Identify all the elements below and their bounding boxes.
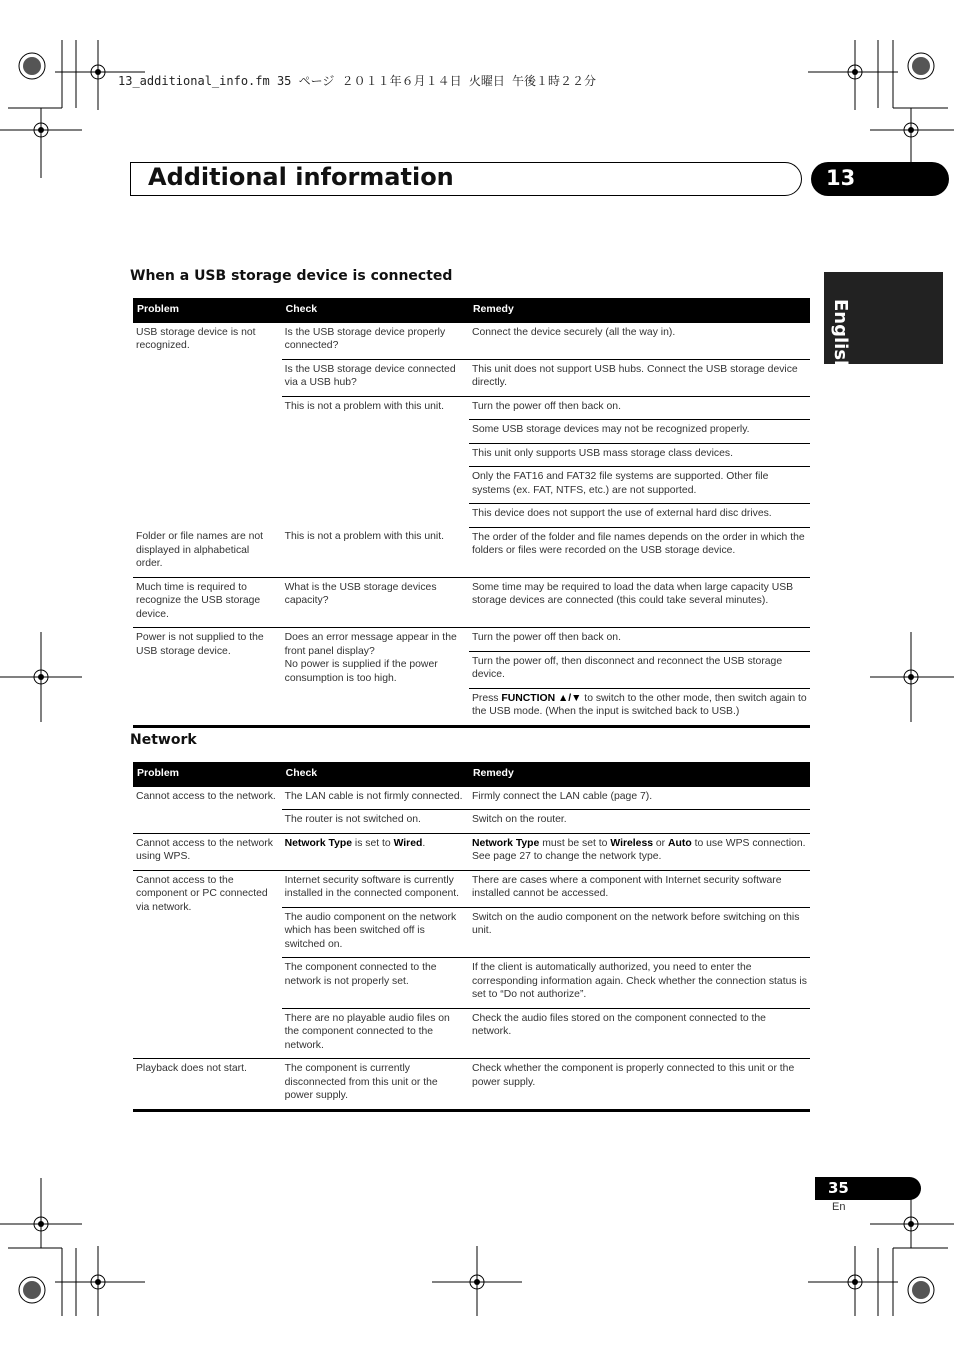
check-cell: The component is currently disconnected from this unit or the power supply. (282, 1059, 469, 1111)
check-cell: There are no playable audio files on the component connected to the network. (282, 1008, 469, 1059)
remedy-text: or (653, 837, 669, 849)
problem-cell: Power is not supplied to the USB storage device. (133, 628, 282, 727)
remedy-cell: Check the audio files stored on the component connected to the network. (469, 1008, 810, 1059)
check-cell (282, 628, 469, 727)
remedy-cell: Check whether the component is properly connected to this unit or the power supply. (469, 1059, 810, 1111)
table-row (133, 833, 810, 870)
remedy-text: Press (471, 692, 502, 704)
check-text: is set to (352, 837, 394, 849)
remedy-cell: There are cases where a component with Internet security software installed cannot be accessed. (469, 870, 810, 907)
remedy-cell: This unit does not support USB hubs. Connect the USB storage device directly. (469, 359, 810, 396)
setting-value: Wired (393, 837, 423, 849)
table-row (133, 1059, 810, 1111)
check-cell (282, 833, 469, 870)
check-cell: The LAN cable is not firmly connected. (282, 787, 469, 810)
table-row (133, 787, 810, 810)
usb-troubleshooting-table (133, 298, 810, 728)
network-troubleshooting-table (133, 762, 810, 1112)
column-header-check: Check (282, 762, 469, 787)
problem-cell: Cannot access to the component or PC connected via network. (133, 870, 282, 1059)
column-header-remedy: Remedy (469, 762, 810, 787)
check-cell: This is not a problem with this unit. (284, 400, 445, 412)
setting-value: Wireless (610, 837, 654, 849)
remedy-cell (469, 688, 810, 726)
column-header-remedy: Remedy (469, 298, 810, 323)
network-section-heading: Network (130, 732, 197, 748)
problem-cell: USB storage device is not recognized. (136, 326, 256, 351)
remedy-cell: Firmly connect the LAN cable (page 7). (469, 787, 810, 810)
column-header-check: Check (282, 298, 469, 323)
remedy-cell: Some time may be required to load the data when large capacity USB storage devices are connected (this could take several minutes). (469, 577, 810, 628)
column-header-problem: Problem (133, 298, 282, 323)
check-line: No power is supplied if the power consumption is too high. (284, 659, 438, 684)
check-cell: The audio component on the network which has been switched off is switched on. (282, 907, 469, 958)
check-cell: Is the USB storage device properly connected? (282, 323, 469, 360)
file-header-line: 13_additional_info.fm 35 ページ ２０１１年６月１４日 火曜日 午後１時２２分 (118, 74, 597, 88)
remedy-cell: This unit only supports USB mass storage class devices. (469, 443, 810, 467)
remedy-cell: Turn the power off then back on. (469, 396, 810, 420)
setting-value: Auto (668, 837, 692, 849)
column-header-problem: Problem (133, 762, 282, 787)
remedy-cell: The order of the folder and file names depends on the order in which the folders or files were recorded on the USB storage device. (469, 527, 810, 577)
remedy-text: to switch to the other mode, then switch again to the USB mode. (When the input is switched back to USB.) (471, 692, 807, 717)
remedy-text: to use WPS connection. See page 27 to change the network type. (471, 837, 806, 862)
setting-name: Network Type (471, 837, 540, 849)
page-title: Additional information (148, 163, 454, 191)
problem-cell: Cannot access to the network. (133, 787, 282, 834)
remedy-cell: Turn the power off then back on. (469, 628, 810, 652)
check-cell: Internet security software is currently installed in the connected component. (282, 870, 469, 907)
check-cell: What is the USB storage devices capacity? (282, 577, 469, 628)
remedy-cell: If the client is automatically authorized, you need to enter the corresponding information again. Check whether the connection status is set to “Do not authorize”. (469, 958, 810, 1009)
table-row (133, 628, 810, 652)
remedy-cell: Some USB storage devices may not be recognized properly. (469, 420, 810, 444)
remedy-cell: Connect the device securely (all the way in). (469, 323, 810, 360)
setting-name: Network Type (284, 837, 352, 849)
check-cell: The router is not switched on. (282, 810, 469, 834)
table-row (133, 527, 810, 577)
remedy-cell: Turn the power off, then disconnect and reconnect the USB storage device. (469, 651, 810, 688)
table-header-row (133, 298, 810, 323)
table-row (133, 870, 810, 907)
check-cell: Is the USB storage device connected via a USB hub? (282, 359, 469, 396)
remedy-cell: This device does not support the use of external hard disc drives. (469, 504, 810, 528)
check-text: . (422, 837, 426, 849)
page-language: En (832, 1201, 846, 1213)
usb-section-heading: When a USB storage device is connected (130, 268, 453, 284)
problem-cell: Cannot access to the network using WPS. (133, 833, 282, 870)
remedy-cell: Switch on the router. (469, 810, 810, 834)
table-row (133, 323, 810, 360)
table-row (133, 577, 810, 628)
language-tab-label: English (830, 299, 851, 373)
check-cell: The component connected to the network is not properly set. (282, 958, 469, 1009)
remedy-text: must be set to (539, 837, 611, 849)
chapter-number: 13 (826, 166, 856, 190)
function-key-label: FUNCTION ▲/▼ (501, 692, 582, 704)
remedy-cell: Only the FAT16 and FAT32 file systems are supported. Other file systems (ex. FAT, NTFS, etc.) are not supported. (469, 467, 810, 504)
remedy-cell (469, 833, 810, 870)
problem-cell: Much time is required to recognize the USB storage device. (133, 577, 282, 628)
problem-cell: Folder or file names are not displayed in alphabetical order. (133, 527, 282, 577)
problem-cell: Playback does not start. (133, 1059, 282, 1111)
check-cell: This is not a problem with this unit. (282, 527, 469, 577)
page-number: 35 (828, 1179, 849, 1197)
check-line: Does an error message appear in the front panel display? (284, 632, 457, 657)
table-header-row (133, 762, 810, 787)
remedy-cell: Switch on the audio component on the network before switching on this unit. (469, 907, 810, 958)
